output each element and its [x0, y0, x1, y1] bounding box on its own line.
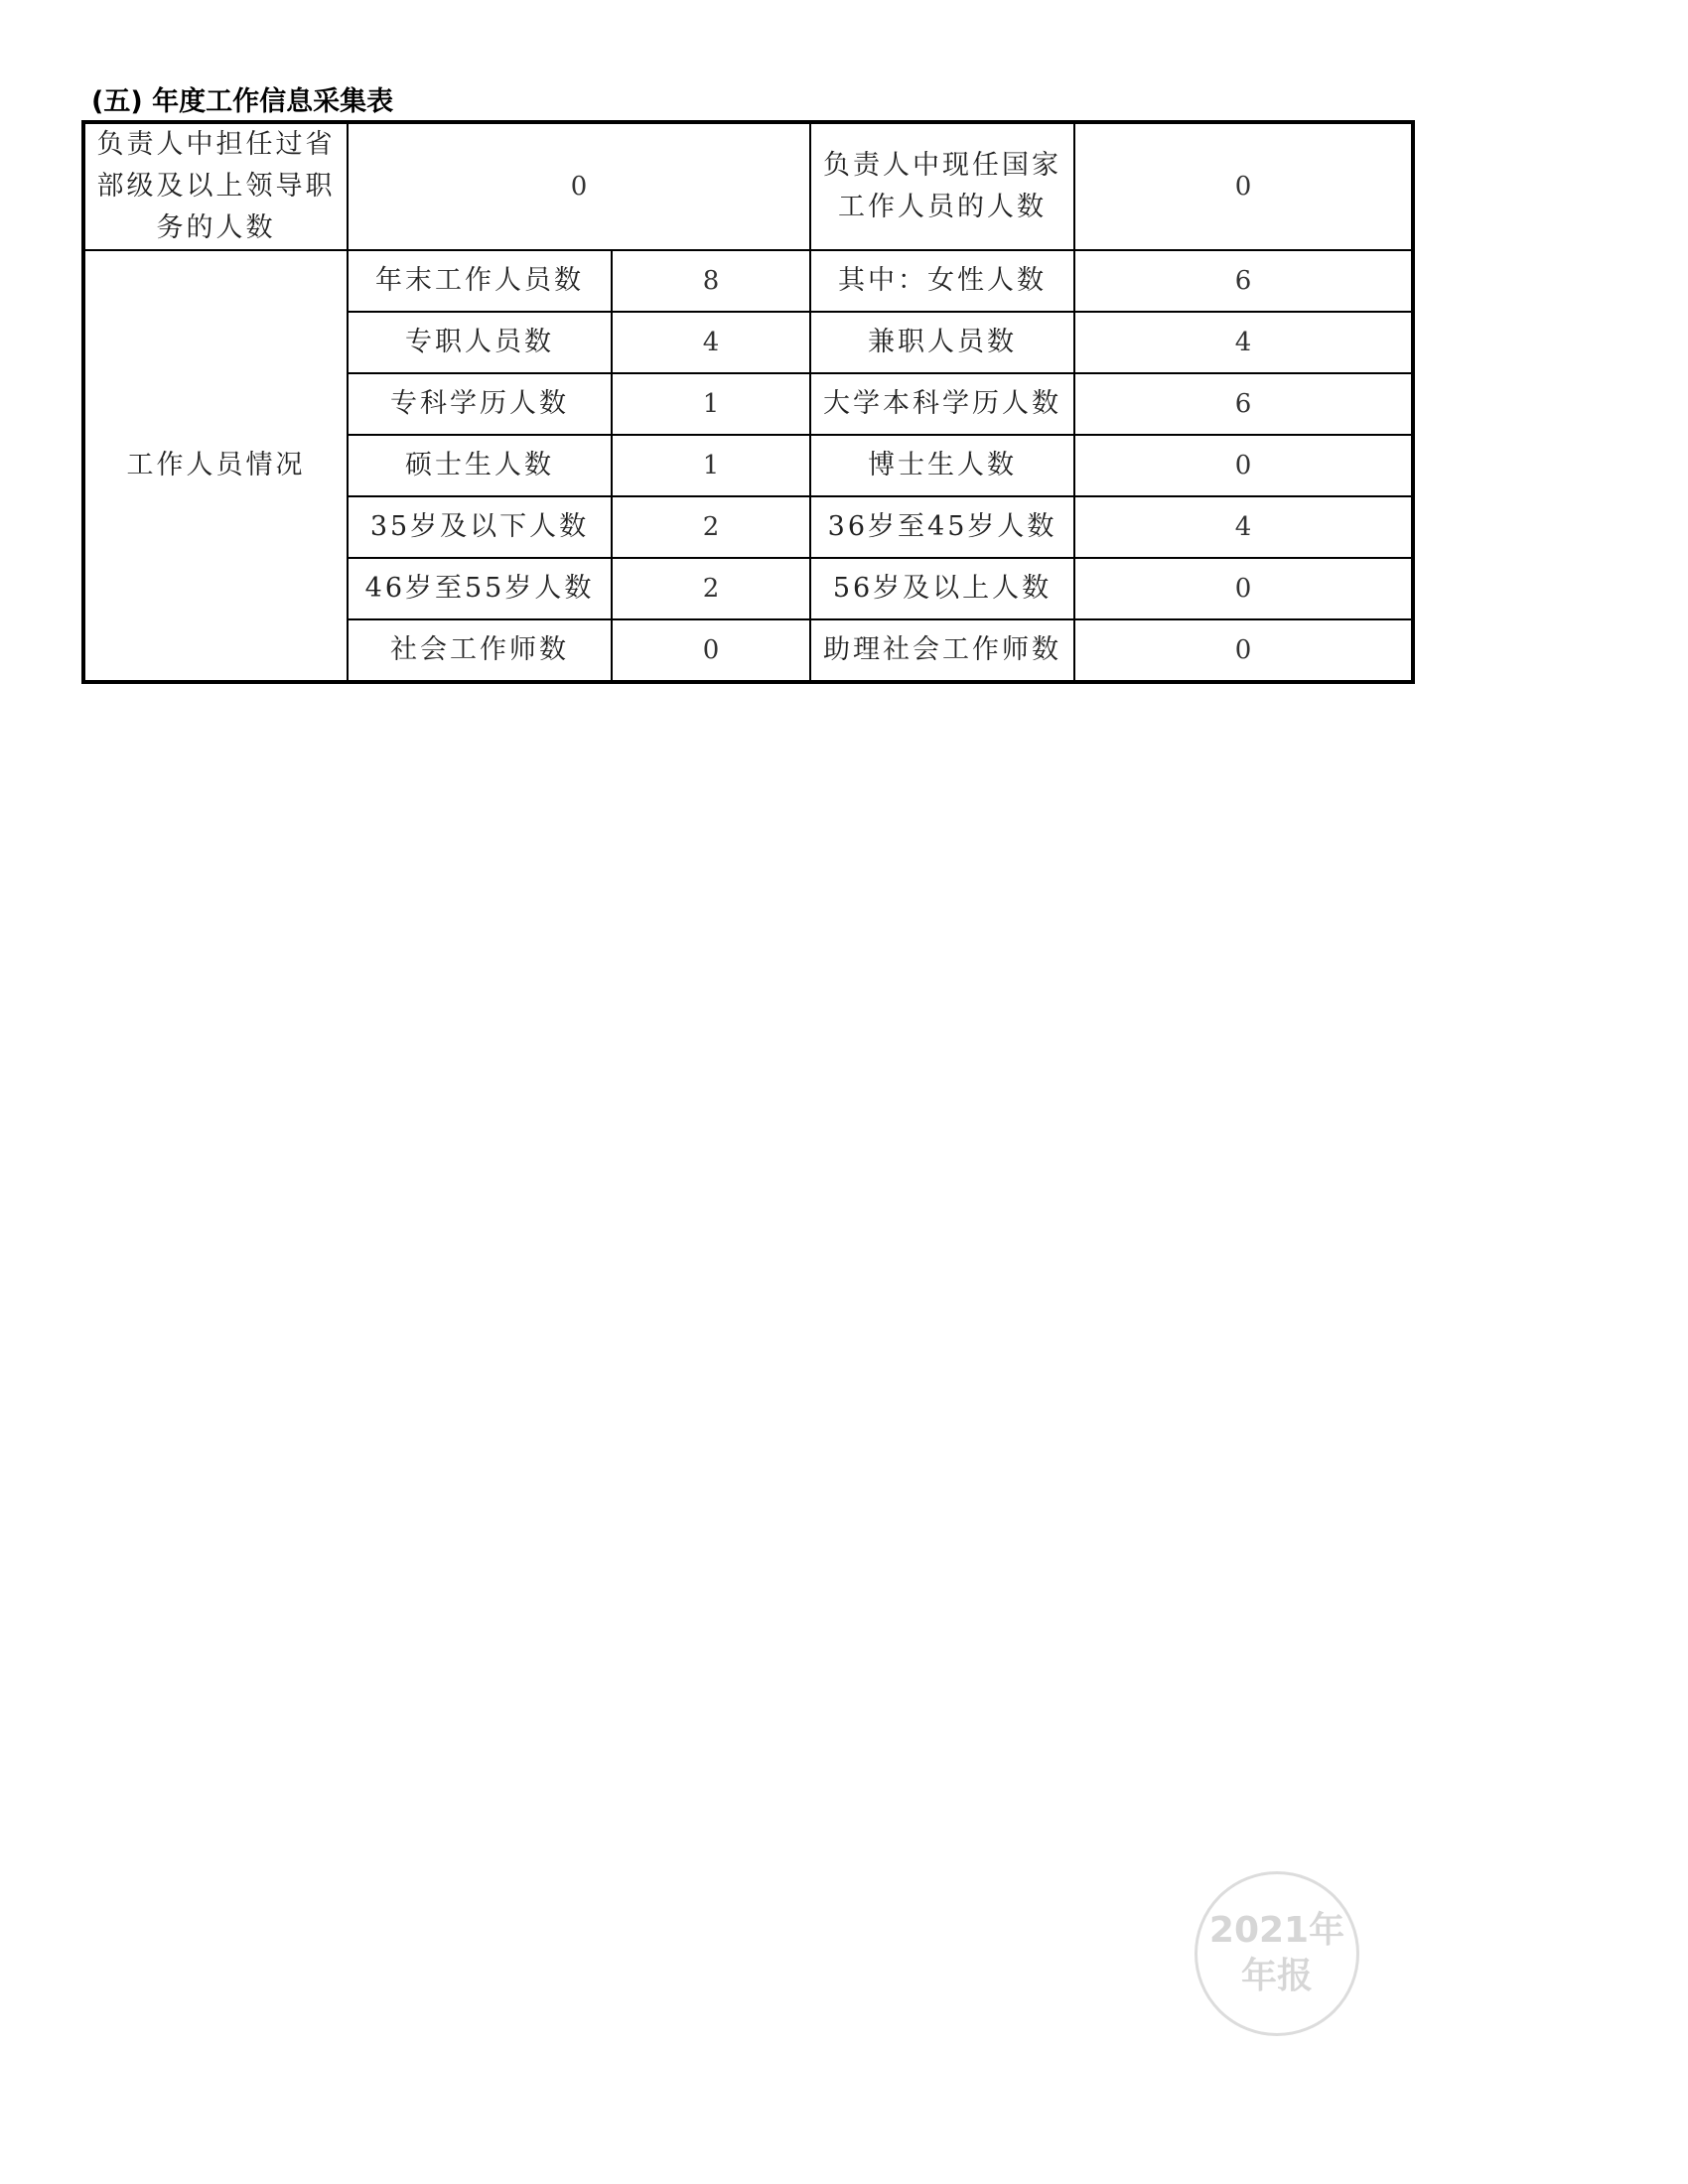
row-left-label: 硕士生人数 [348, 435, 612, 496]
row-right-value: 0 [1074, 435, 1413, 496]
row-left-value: 2 [612, 558, 810, 619]
section-title: (五) 年度工作信息采集表 [91, 86, 394, 117]
leaders-civil-servant-label: 负责人中现任国家工作人员的人数 [810, 122, 1074, 250]
row-left-label: 35岁及以下人数 [348, 496, 612, 558]
row-left-value: 8 [612, 250, 810, 312]
row-right-label: 博士生人数 [810, 435, 1074, 496]
row-left-label: 专科学历人数 [348, 373, 612, 435]
table-row-leaders [83, 122, 1413, 250]
row-right-label: 兼职人员数 [810, 312, 1074, 373]
row-left-value: 1 [612, 373, 810, 435]
row-right-value: 4 [1074, 312, 1413, 373]
annual-work-info-table [81, 120, 1415, 684]
row-right-value: 0 [1074, 558, 1413, 619]
row-left-label: 年末工作人员数 [348, 250, 612, 312]
staff-group-label: 工作人员情况 [83, 250, 348, 682]
row-right-label: 其中：女性人数 [810, 250, 1074, 312]
row-right-label: 助理社会工作师数 [810, 619, 1074, 682]
row-left-value: 2 [612, 496, 810, 558]
leaders-provincial-label: 负责人中担任过省部级及以上领导职务的人数 [83, 122, 348, 250]
row-right-value: 4 [1074, 496, 1413, 558]
row-right-value: 6 [1074, 250, 1413, 312]
row-right-value: 6 [1074, 373, 1413, 435]
row-right-label: 大学本科学历人数 [810, 373, 1074, 435]
row-right-label: 36岁至45岁人数 [810, 496, 1074, 558]
annual-report-stamp [1195, 1871, 1359, 2036]
row-left-label: 专职人员数 [348, 312, 612, 373]
row-left-label: 46岁至55岁人数 [348, 558, 612, 619]
row-right-value: 0 [1074, 619, 1413, 682]
row-left-label: 社会工作师数 [348, 619, 612, 682]
leaders-provincial-value: 0 [348, 122, 810, 250]
leaders-civil-servant-value: 0 [1074, 122, 1413, 250]
stamp-report-text: 年报 [1240, 1956, 1313, 1996]
stamp-year-text: 2021年 [1208, 1910, 1345, 1951]
row-left-value: 1 [612, 435, 810, 496]
row-left-value: 0 [612, 619, 810, 682]
row-left-value: 4 [612, 312, 810, 373]
table-row [83, 250, 1413, 312]
row-right-label: 56岁及以上人数 [810, 558, 1074, 619]
